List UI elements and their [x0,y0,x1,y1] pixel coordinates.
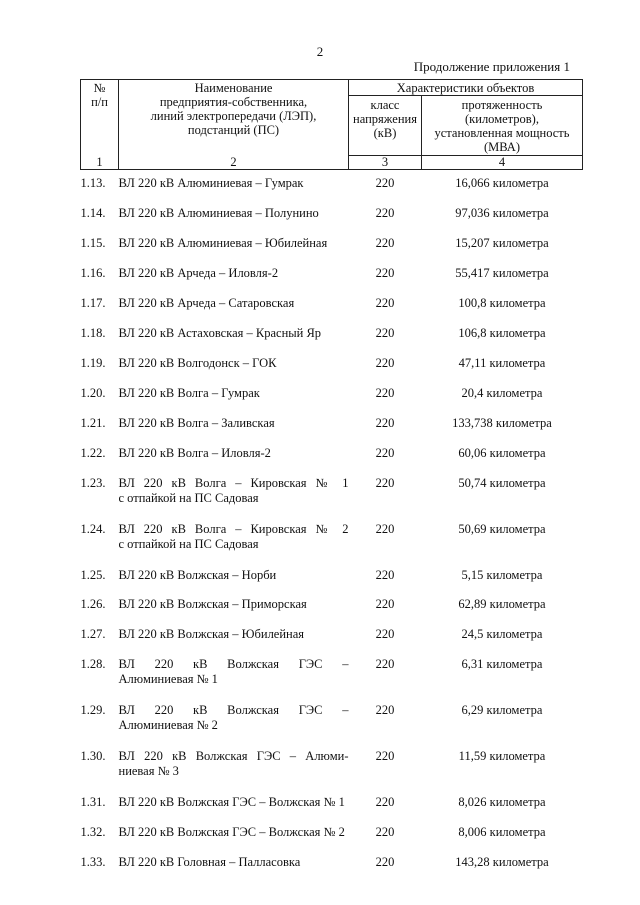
table-row [81,818,583,848]
row-number: 1.29. [80,702,106,717]
table-row [81,409,583,439]
line-length: 5,15 километра [461,567,543,582]
voltage-class: 220 [375,325,395,340]
voltage-class: 220 [375,265,395,280]
header-name-line: линий электропередачи (ЛЭП), [150,109,317,123]
line-name-text: ВЛ 220 кВ Волжская ГЭС – Волжская № 2 [118,824,345,839]
line-length: 20,4 километра [461,385,543,400]
voltage-class: 220 [375,415,395,430]
column-number-4: 4 [422,156,583,170]
line-length: 62,89 километра [458,596,546,611]
line-length: 106,8 километра [458,325,546,340]
line-name-text: ВЛ 220 кВ Волга – Кировская № 1 [118,475,349,490]
header-length-line: протяженность (километров), [461,98,543,126]
voltage-class: 220 [375,205,395,220]
voltage-class: 220 [375,176,395,190]
table-row [81,469,583,515]
line-name-text: ВЛ 220 кВ Волга – Кировская № 2 [118,521,349,536]
line-name-text: ВЛ 220 кВ Алюминиевая – Полунино [118,205,319,220]
line-name [119,229,349,259]
line-name-text: ВЛ 220 кВ Арчеда – Иловля-2 [118,265,279,280]
table-row [81,199,583,229]
line-name-text: ВЛ 220 кВ Волжская – Норби [118,567,277,582]
line-length: 55,417 километра [455,265,549,280]
line-name-text: ниевая № 3 [118,763,179,778]
line-name [119,818,349,848]
voltage-class: 220 [375,521,395,536]
line-length: 47,11 километра [458,355,546,370]
line-name-text: с отпайкой на ПС Садовая [118,536,259,551]
line-name [119,199,349,229]
line-length: 97,036 километра [455,205,549,220]
line-name [119,349,349,379]
line-name-text: ВЛ 220 кВ Волжская ГЭС – [118,702,349,717]
line-name-text: ВЛ 220 кВ Волга – Иловля-2 [118,445,271,460]
line-name [119,515,349,561]
table-row [81,848,583,878]
line-length: 15,207 километра [455,235,549,250]
table-row [81,259,583,289]
row-number: 1.28. [80,656,106,671]
line-name-text: с отпайкой на ПС Садовая [118,490,259,505]
column-number-3: 3 [349,156,422,170]
line-name-text: ВЛ 220 кВ Головная – Палласовка [118,854,301,869]
line-length: 8,026 километра [458,794,546,809]
header-name-line: предприятия-собственника, [159,95,308,109]
header-voltage-line: (кВ) [373,126,397,140]
table-row [81,590,583,620]
voltage-class: 220 [375,854,395,869]
line-name [119,561,349,590]
row-number: 1.21. [80,415,106,430]
voltage-class: 220 [375,824,395,839]
header-name [119,80,349,156]
voltage-class: 220 [375,235,395,250]
table-row [81,788,583,818]
line-name [119,742,349,788]
line-name-text: ВЛ 220 кВ Волгодонск – ГОК [118,355,277,370]
table-row [81,650,583,696]
row-number: 1.18. [80,325,106,340]
voltage-class: 220 [375,626,395,641]
line-name-text: ВЛ 220 кВ Волжская – Приморская [118,596,307,611]
line-name-text: ВЛ 220 кВ Волжская ГЭС – Волжская № 1 [118,794,345,809]
voltage-class: 220 [375,567,395,582]
table-row [81,439,583,469]
row-number: 1.27. [80,626,106,641]
header-num-line: п/п [91,95,108,109]
objects-table [80,79,583,878]
voltage-class: 220 [375,475,395,490]
line-name-text: ВЛ 220 кВ Волга – Гумрак [118,385,260,400]
voltage-class: 220 [375,445,395,460]
column-number-2: 2 [119,156,349,170]
header-length-line: (МВА) [483,140,521,154]
line-name-text: Алюминиевая № 1 [118,671,218,686]
line-name [119,379,349,409]
voltage-class: 220 [375,794,395,809]
line-name-text: ВЛ 220 кВ Волжская – Юбилейная [118,626,305,641]
line-name [119,469,349,515]
row-number: 1.16. [80,265,106,280]
line-length: 133,738 километра [452,415,552,430]
voltage-class: 220 [375,596,395,611]
voltage-class: 220 [375,295,395,310]
line-length: 60,06 километра [458,445,546,460]
line-name-text: Алюминиевая № 2 [118,717,218,732]
header-name-line: Наименование [194,81,273,95]
line-name [119,170,349,199]
table-row [81,515,583,561]
line-length: 6,31 километра [461,656,543,671]
table-row [81,620,583,650]
header-num-line: № [93,81,106,95]
page-number: 2 [316,44,324,59]
header-length-line: установленная мощность [434,126,570,140]
line-name-text: ВЛ 220 кВ Алюминиевая – Юбилейная [118,235,328,250]
row-number: 1.33. [80,854,106,869]
line-name [119,289,349,319]
header-voltage-class [349,96,422,156]
line-length: 50,74 километра [458,475,546,490]
line-name-text: ВЛ 220 кВ Волга – Заливская [118,415,275,430]
voltage-class: 220 [375,748,395,763]
row-number: 1.19. [80,355,106,370]
row-number: 1.30. [80,748,106,763]
voltage-class: 220 [375,656,395,671]
line-name-text: ВЛ 220 кВ Арчеда – Сатаровская [118,295,295,310]
line-length: 6,29 километра [461,702,543,717]
line-length: 143,28 километра [455,854,549,869]
line-name [119,409,349,439]
header-voltage-line: напряжения [353,112,417,126]
line-name [119,650,349,696]
header-length [422,96,583,156]
voltage-class: 220 [375,355,395,370]
line-name [119,590,349,620]
line-name [119,788,349,818]
row-number: 1.14. [80,205,106,220]
row-number: 1.17. [80,295,106,310]
row-number: 1.13. [80,176,106,190]
table-body [81,170,583,878]
line-name [119,620,349,650]
table-row [81,349,583,379]
line-length: 24,5 километра [461,626,543,641]
row-number: 1.23. [80,475,106,490]
line-name [119,848,349,878]
table-row [81,319,583,349]
table-row [81,561,583,590]
line-name-text: ВЛ 220 кВ Алюминиевая – Гумрак [118,176,304,190]
header-num [81,80,119,156]
line-length: 8,006 километра [458,824,546,839]
line-name [119,696,349,742]
row-number: 1.22. [80,445,106,460]
line-name [119,259,349,289]
header-voltage-line: класс [370,98,400,112]
table-row [81,379,583,409]
line-length: 16,066 километра [455,176,549,190]
column-number-1: 1 [81,156,119,170]
line-name-text: ВЛ 220 кВ Астаховская – Красный Яр [118,325,322,340]
appendix-continuation-note: Продолжение приложения 1 [413,59,570,74]
line-length: 100,8 километра [458,295,546,310]
row-number: 1.31. [80,794,106,809]
line-name [119,439,349,469]
table-row [81,170,583,199]
table-row [81,696,583,742]
line-name [119,319,349,349]
table-row [81,289,583,319]
row-number: 1.24. [80,521,106,536]
line-name-text: ВЛ 220 кВ Волжская ГЭС – [118,656,349,671]
row-number: 1.15. [80,235,106,250]
table-row [81,229,583,259]
line-length: 50,69 километра [458,521,546,536]
line-length: 11,59 километра [458,748,546,763]
header-characteristics: Характеристики объектов [349,80,583,96]
row-number: 1.20. [80,385,106,400]
row-number: 1.26. [80,596,106,611]
voltage-class: 220 [375,702,395,717]
row-number: 1.32. [80,824,106,839]
voltage-class: 220 [375,385,395,400]
row-number: 1.25. [80,567,106,582]
header-name-line: подстанций (ПС) [187,123,280,137]
line-name-text: ВЛ 220 кВ Волжская ГЭС – Алюми- [118,748,349,763]
table-row [81,742,583,788]
